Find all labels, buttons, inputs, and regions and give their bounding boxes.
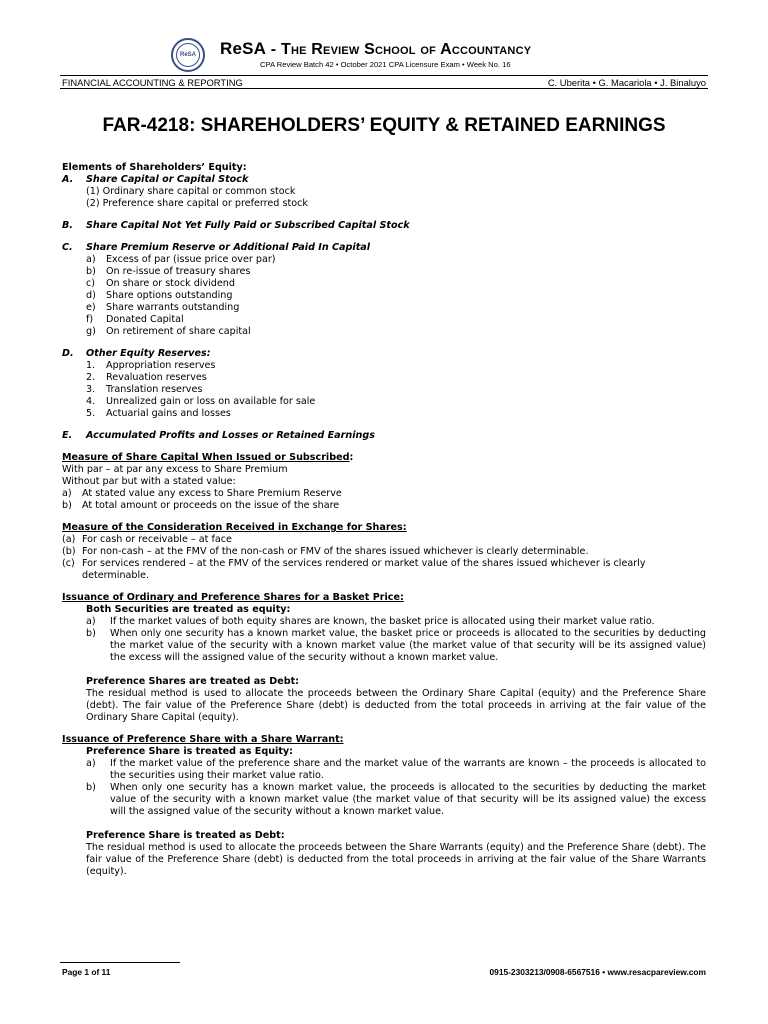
list-item: b) When only one security has a known market value, the basket price or proceeds is allocated to the securities by deducting the market value of the security with a known market value (the market value of that security will be its assigned value) the excess will the assigned value of the security without a known market value. bbox=[86, 628, 706, 663]
authors: C. Uberita • G. Macariola • J. Binaluyo bbox=[547, 76, 706, 88]
warrant-sub-equity: Preference Share is treated as Equity: bbox=[86, 746, 294, 757]
list-item: e) Share warrants outstanding bbox=[86, 302, 240, 313]
course-bar bbox=[60, 75, 708, 89]
resa-logo bbox=[171, 38, 205, 72]
paragraph-line: With par – at par any excess to Share Premium bbox=[62, 464, 288, 475]
list-item: b) At total amount or proceeds on the issue of the share bbox=[62, 500, 340, 511]
footer-rule bbox=[60, 962, 180, 963]
list-item: g) On retirement of share capital bbox=[86, 326, 251, 337]
school-name-rest: - The Review School of Accountancy bbox=[266, 41, 532, 58]
list-item: 1. Appropriation reserves bbox=[86, 360, 216, 371]
list-item: (1) Ordinary share capital or common stock bbox=[86, 186, 296, 197]
school-name bbox=[220, 39, 531, 59]
section-title: Accumulated Profits and Losses or Retained Earnings bbox=[86, 430, 375, 441]
section-title: Other Equity Reserves: bbox=[86, 348, 211, 359]
list-item: a) At stated value any excess to Share Premium Reserve bbox=[62, 488, 342, 499]
list-item: b) On re-issue of treasury shares bbox=[86, 266, 251, 277]
section-b bbox=[62, 220, 706, 232]
basket-heading: Issuance of Ordinary and Preference Shares for a Basket Price: bbox=[62, 592, 404, 603]
list-item: 2. Revaluation reserves bbox=[86, 372, 207, 383]
list-item: d) Share options outstanding bbox=[86, 290, 233, 301]
list-item: 5. Actuarial gains and losses bbox=[86, 408, 231, 419]
section-letter: B. bbox=[62, 220, 73, 231]
section-d bbox=[62, 348, 706, 360]
measure-issued-heading: Measure of Share Capital When Issued or Subscribed: bbox=[62, 452, 354, 463]
list-item: b) When only one security has a known market value, the proceeds is allocated to the securities by deducting the market value of the security with a known market value (the market value of that security will be its assigned value) the excess will the assigned value of the security without a known market value. bbox=[86, 782, 706, 817]
paragraph-line: Without par but with a stated value: bbox=[62, 476, 236, 487]
page-footer bbox=[62, 967, 706, 977]
brand-name: ReSA bbox=[220, 39, 267, 58]
list-item: a) If the market values of both equity shares are known, the basket price is allocated using their market value ratio. bbox=[86, 616, 655, 627]
list-item: 3. Translation reserves bbox=[86, 384, 203, 395]
section-title: Share Premium Reserve or Additional Paid In Capital bbox=[86, 242, 371, 253]
list-item: (a) For cash or receivable – at face bbox=[62, 534, 232, 545]
basket-sub-equity: Both Securities are treated as equity: bbox=[86, 604, 291, 615]
document-title bbox=[0, 115, 768, 137]
warrant-heading: Issuance of Preference Share with a Share Warrant: bbox=[62, 734, 344, 745]
basket-sub-debt: Preference Shares are treated as Debt: bbox=[86, 676, 299, 687]
section-letter: C. bbox=[62, 242, 73, 253]
list-item: f) Donated Capital bbox=[86, 314, 184, 325]
section-a bbox=[62, 174, 706, 186]
list-item: (2) Preference share capital or preferred stock bbox=[86, 198, 308, 209]
list-item: a) If the market value of the preference share and the market value of the warrants are known – the proceeds is allocated to the securities using their market value ratio. bbox=[86, 758, 706, 781]
batch-line: CPA Review Batch 42 • October 2021 CPA Licensure Exam • Week No. 16 bbox=[260, 60, 511, 69]
elements-heading: Elements of Shareholders’ Equity: bbox=[62, 162, 247, 173]
section-title: Share Capital Not Yet Fully Paid or Subscribed Capital Stock bbox=[86, 220, 410, 231]
warrant-sub-debt: Preference Share is treated as Debt: bbox=[86, 830, 285, 841]
list-item: c) On share or stock dividend bbox=[86, 278, 235, 289]
list-item: (c) For services rendered – at the FMV of the services rendered or market value of the shares issued whichever is clearly determinable. bbox=[62, 558, 646, 581]
section-title: Share Capital or Capital Stock bbox=[86, 174, 249, 185]
title-code: FAR-4218 bbox=[102, 115, 190, 136]
contact-info: 0915-2303213/0908-6567516 • www.resacpareview.com bbox=[489, 967, 706, 977]
basket-paragraph: The residual method is used to allocate the proceeds between the Ordinary Share Capital (equity) and the Preference Share (debt). The fair value of the Preference Share (debt) is deducted from the total proceeds in arriving at the fair value of the Ordinary Share Capital (equity). bbox=[86, 688, 706, 723]
section-letter: E. bbox=[62, 430, 73, 441]
section-letter: D. bbox=[62, 348, 74, 359]
title-rest: : SHAREHOLDERS’ EQUITY & RETAINED EARNINGS bbox=[189, 115, 666, 136]
page-number: Page 1 of 11 bbox=[62, 967, 111, 977]
section-e bbox=[62, 430, 706, 442]
list-item: 4. Unrealized gain or loss on available for sale bbox=[86, 396, 316, 407]
section-c bbox=[62, 242, 706, 254]
course-name: FINANCIAL ACCOUNTING & REPORTING bbox=[62, 76, 243, 88]
measure-consideration-heading: Measure of the Consideration Received in Exchange for Shares: bbox=[62, 522, 407, 533]
list-item: (b) For non-cash – at the FMV of the non-cash or FMV of the shares issued whichever is clearly determinable. bbox=[62, 546, 589, 557]
letterhead bbox=[60, 0, 708, 69]
logo-text: ReSA bbox=[176, 43, 200, 67]
document-body bbox=[62, 162, 706, 878]
warrant-paragraph: The residual method is used to allocate the proceeds between the Share Warrants (equity) and the Preference Share (debt). The fair value of the Preference Share (debt) is deducted from the total proceeds in arriving at the fair value of the Share Warrants (equity). bbox=[86, 842, 706, 877]
section-letter: A. bbox=[62, 174, 74, 185]
list-item: a) Excess of par (issue price over par) bbox=[86, 254, 276, 265]
